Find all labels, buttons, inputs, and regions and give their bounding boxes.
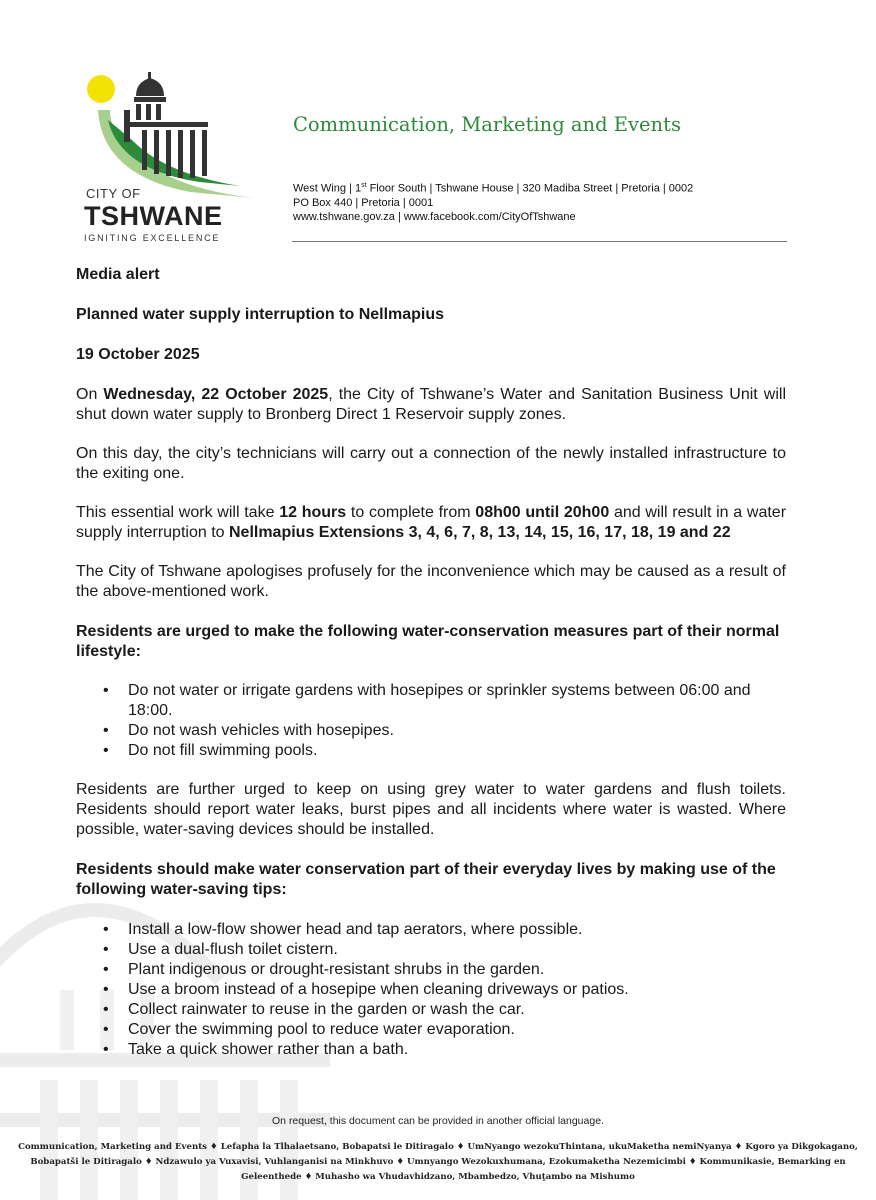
logo-city-of: CITY OF xyxy=(86,186,141,201)
paragraph-4: The City of Tshwane apologises profusely for the inconvenience which may be caused as a result of the above-mentioned work. xyxy=(76,563,786,600)
document-type: Media alert xyxy=(76,266,160,283)
logo-tshwane: TSHWANE xyxy=(84,201,223,231)
list-item: • Do not water or irrigate gardens with hosepipes or sprinkler systems between 06:00 and 18:00. xyxy=(128,681,786,721)
paragraph-5: Residents are further urged to keep on using grey water to water gardens and flush toilets. Residents should report water leaks, burst pipes and all incidents where water is wasted. Where possible, water-saving devices should be installed. xyxy=(76,781,786,838)
header-divider xyxy=(292,241,787,242)
heading-measures: Residents are urged to make the following water-conservation measures part of their normal lifestyle: xyxy=(76,623,780,660)
document-date: 19 October 2025 xyxy=(76,346,200,363)
document-title: Planned water supply interruption to Nellmapius xyxy=(76,306,445,323)
footer-language-note: On request, this document can be provided in another official language. xyxy=(272,1115,604,1127)
logo-tagline: IGNITING EXCELLENCE xyxy=(84,233,221,243)
tips-list xyxy=(76,920,786,1060)
paragraph-1: On Wednesday, 22 October 2025, the City of Tshwane’s Water and Sanitation Business Unit will shut down water supply to Bronberg Direct 1 Reservoir supply zones. xyxy=(76,386,787,423)
list-item: • Install a low-flow shower head and tap aerators, where possible. xyxy=(128,920,786,940)
list-item: • Do not wash vehicles with hosepipes. xyxy=(128,721,786,741)
document-body xyxy=(76,265,786,1060)
list-item: • Plant indigenous or drought-resistant shrubs in the garden. xyxy=(128,960,786,980)
measures-list xyxy=(76,681,786,761)
list-item: • Take a quick shower rather than a bath. xyxy=(128,1040,786,1060)
paragraph-3: This essential work will take 12 hours to complete from 08h00 until 20h00 and will result in a water supply interruption to Nellmapius Extensions 3, 4, 6, 7, 8, 13, 14, 15, 16, 17, 18, 19 and 22 xyxy=(76,504,787,541)
heading-tips: Residents should make water conservation part of their everyday lives by making use of the following water-saving tips: xyxy=(76,861,776,898)
address-line-2: PO Box 440 | Pretoria | 0001 xyxy=(293,196,434,209)
address-line-1: West Wing | 1st Floor South | Tshwane House | 320 Madiba Street | Pretoria | 0002 xyxy=(293,182,694,195)
footer-department-translations: Communication, Marketing and Events ♦ Lefapha la Tlhalaetsano, Bobapatsi le Ditiragalo ♦ UmNyango wezokuThintana, ukuMaketha nemiNyanya ♦ Kgoro ya Dikgokagano, Bobapatši le Ditiragalo ♦ Ndzawulo ya Vuxavisi, Vuhlanganisi na Minkhuvo ♦ Umnyango Wezokuxhumana, Ezokumaketha Nezemicimbi ♦ Kommunikasie, Bemarking en Geleenthede ♦ Muhasho wa Vhudavhidzano, Mbambedzo, Vhuṱambo na Mishumo xyxy=(18,1142,858,1182)
list-item: • Do not fill swimming pools. xyxy=(128,741,786,761)
address-block xyxy=(293,179,693,224)
sun-icon xyxy=(87,75,115,103)
list-item: • Collect rainwater to reuse in the garden or wash the car. xyxy=(128,1000,786,1020)
address-line-3[interactable]: www.tshwane.gov.za | www.facebook.com/CityOfTshwane xyxy=(293,210,576,223)
list-item: • Cover the swimming pool to reduce water evaporation. xyxy=(128,1020,786,1040)
list-item: • Use a dual-flush toilet cistern. xyxy=(128,940,786,960)
paragraph-2: On this day, the city’s technicians will carry out a connection of the newly installed infrastructure to the exiting one. xyxy=(76,445,786,482)
department-name: Communication, Marketing and Events xyxy=(293,113,681,136)
list-item: • Use a broom instead of a hosepipe when cleaning driveways or patios. xyxy=(128,980,786,1000)
